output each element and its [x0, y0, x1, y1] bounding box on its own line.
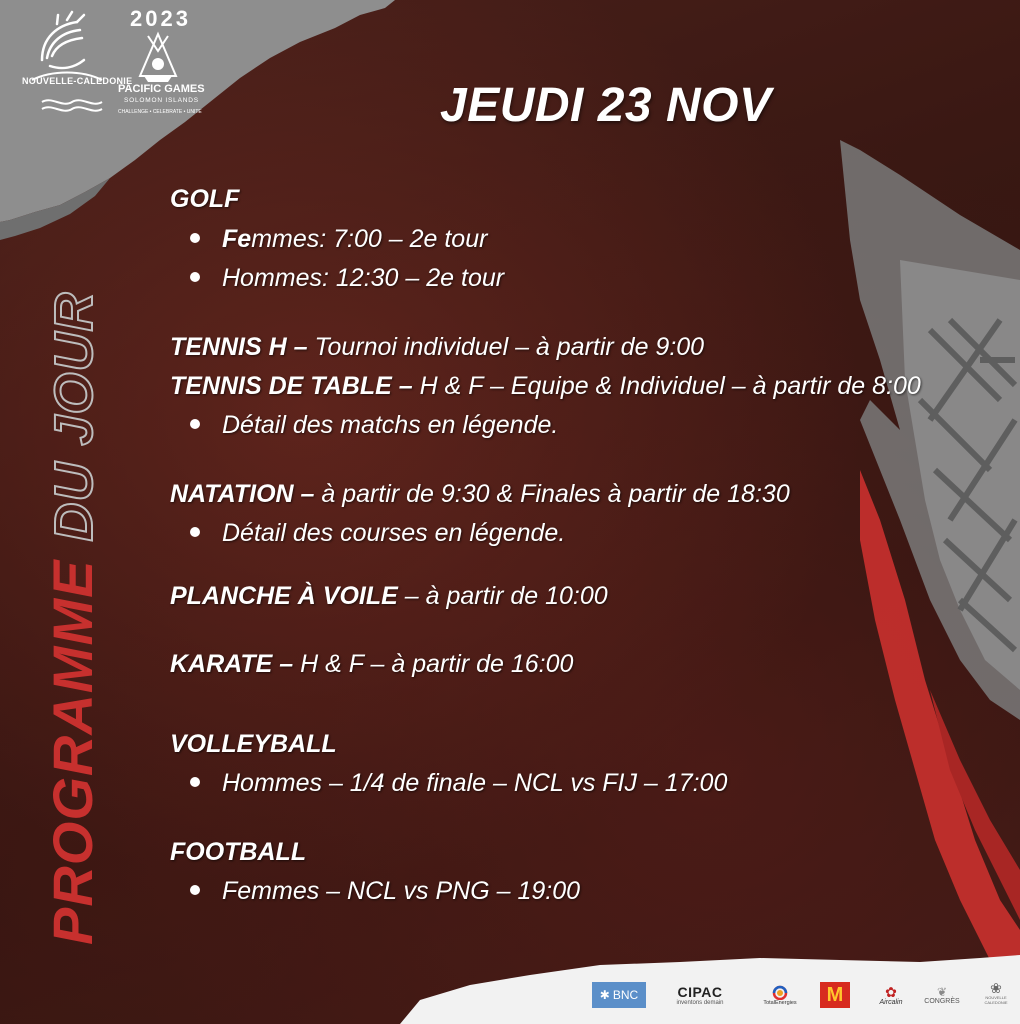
planche-title: PLANCHE À VOILE	[170, 582, 398, 610]
bullet-dot	[190, 233, 200, 243]
golf-item-1-text: mmes: 7:00 – 2e tour	[251, 225, 488, 253]
sponsor-ncl-small-label: NOUVELLE CALEDONIE	[984, 995, 1008, 1005]
golf-item-1-bold: Fe	[222, 225, 252, 253]
football-title: FOOTBALL	[170, 838, 307, 866]
bullet-dot	[190, 272, 200, 282]
karate-line	[170, 650, 573, 679]
natation-item-1	[190, 519, 565, 548]
karate-title: KARATE –	[170, 650, 294, 678]
sponsor-bnc-label: BNC	[612, 988, 639, 1002]
tennis-table-title: TENNIS DE TABLE –	[170, 372, 413, 400]
page-title: JEUDI 23 NOV	[440, 79, 772, 132]
ncl-logo	[22, 10, 133, 115]
pacific-games-location: SOLOMON ISLANDS	[124, 97, 199, 104]
ncl-emblem-icon	[22, 10, 112, 115]
bullet-dot	[190, 419, 200, 429]
totalenergies-icon	[767, 984, 793, 1000]
sponsor-total-label: TotalEnergies	[763, 1000, 797, 1006]
bnc-star-icon: ✱	[599, 988, 610, 1002]
sponsor-cipac-label: CIPAC	[677, 984, 723, 1000]
bullet-dot	[190, 777, 200, 787]
football-heading	[170, 838, 306, 867]
pacific-games-name: PACIFIC GAMES	[118, 83, 205, 95]
sponsor-cipac	[660, 982, 740, 1008]
sponsor-totalenergies	[752, 982, 808, 1008]
mcdonalds-icon: M	[826, 983, 844, 1006]
tennis-table-item-1	[190, 411, 558, 440]
sponsor-bnc	[592, 982, 646, 1008]
natation-item-1-text: Détail des courses en légende.	[222, 519, 566, 547]
tennis-line	[170, 333, 704, 362]
volleyball-heading	[170, 730, 337, 759]
ncl-small-emblem-icon: ❀	[990, 980, 1002, 996]
sponsor-congres	[920, 982, 964, 1008]
volleyball-item-1-text: Hommes – 1/4 de finale – NCL vs FIJ – 17:00	[222, 769, 728, 797]
natation-text: à partir de 9:30 & Finales à partir de 18:30	[314, 480, 790, 508]
sponsor-aircalin	[868, 982, 914, 1008]
sponsor-mcdonalds	[820, 982, 850, 1008]
volleyball-title: VOLLEYBALL	[170, 730, 337, 758]
golf-item-1	[190, 225, 487, 254]
golf-item-2-text: Hommes: 12:30 – 2e tour	[222, 264, 505, 292]
golf-item-2	[190, 264, 504, 293]
side-title-du-jour: DU JOUR	[44, 291, 104, 542]
bullet-dot	[190, 885, 200, 895]
sponsor-congres-label: CONGRÈS	[924, 997, 960, 1005]
ncl-logo-text: NOUVELLE-CALEDONIE	[22, 76, 133, 86]
tennis-text: Tournoi individuel – à partir de 9:00	[307, 333, 705, 361]
planche-line	[170, 582, 608, 611]
tennis-table-item-1-text: Détail des matchs en légende.	[222, 411, 559, 439]
tennis-title: TENNIS H –	[170, 333, 308, 361]
side-title	[40, 292, 105, 945]
aircalin-flower-icon: ✿	[885, 983, 897, 1000]
golf-heading	[170, 185, 239, 214]
pacific-games-tagline: CHALLENGE • CELEBRATE • UNITE	[118, 109, 202, 115]
pacific-games-logo	[118, 6, 205, 121]
tennis-table-line	[170, 372, 921, 401]
sponsor-cipac-tag: inventons demain	[676, 1000, 724, 1006]
bullet-dot	[190, 527, 200, 537]
golf-title: GOLF	[170, 185, 240, 213]
football-item-1-text: Femmes – NCL vs PNG – 19:00	[222, 877, 581, 905]
tennis-table-text: H & F – Equipe & Individuel – à partir de 8:00	[412, 372, 921, 400]
sponsor-ncl-small	[976, 975, 1016, 1011]
volleyball-item-1	[190, 769, 727, 798]
planche-text: – à partir de 10:00	[397, 582, 608, 610]
natation-title: NATATION –	[170, 480, 315, 508]
football-item-1	[190, 877, 580, 906]
congres-leaf-icon: ❦	[936, 984, 948, 999]
karate-text: H & F – à partir de 16:00	[293, 650, 574, 678]
sponsor-aircalin-label: Aircalin	[879, 998, 903, 1006]
side-title-programme: PROGRAMME	[41, 559, 104, 945]
pacific-games-year: 2023	[130, 6, 191, 31]
natation-line	[170, 480, 790, 509]
